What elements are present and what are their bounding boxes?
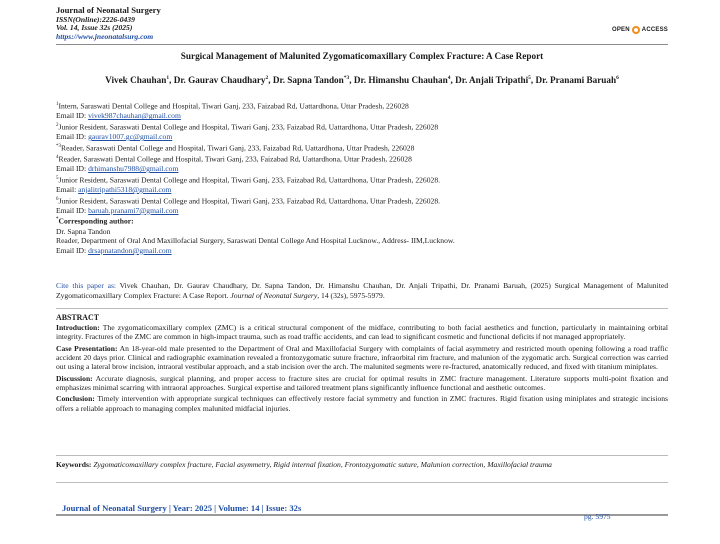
keywords-divider-bottom xyxy=(56,482,668,483)
affiliation-email-line xyxy=(56,164,668,174)
email-link[interactable]: drhimanshu7988@gmail.com xyxy=(88,164,179,174)
journal-volume: Vol. 14, Issue 32s (2025) xyxy=(56,23,133,33)
citation-block xyxy=(56,281,668,300)
open-access-lock-icon xyxy=(632,26,640,34)
abstract-section-text: Timely intervention with appropriate surgical techniques can effectively restore facial symmetry and function in ZMC fractures. Rigid fixation using miniplates and strategic incisions offers a reliable approach to managing complex malunited midfacial injuries. xyxy=(56,394,668,413)
affiliations-block xyxy=(56,100,668,256)
abstract-heading: ABSTRACT xyxy=(56,313,99,322)
author-sup: 1 xyxy=(166,75,170,81)
page-number: pg. 5975 xyxy=(584,512,611,521)
author-sup: 4 xyxy=(447,75,451,81)
abstract-section-label: Introduction: xyxy=(56,322,100,332)
affiliation xyxy=(56,100,668,111)
author-name: Dr. Anjali Tripathi xyxy=(455,75,529,86)
citation-tail: , 14 (32s), 5975-5979. xyxy=(317,290,385,300)
keywords-label: Keywords: xyxy=(56,460,92,469)
author-name: Dr. Gaurav Chaudhary xyxy=(173,75,266,86)
affiliation-text: Reader, Saraswati Dental College and Hospital, Tiwari Ganj, 233, Faizabad Rd, Uattardhona, Uttar Pradesh, 226028 xyxy=(61,143,415,153)
email-label: Email ID: xyxy=(56,132,89,142)
abstract-section xyxy=(56,344,668,372)
author-name: Dr. Pranami Baruah xyxy=(535,75,617,86)
email-label: Email ID: xyxy=(56,205,89,215)
author xyxy=(273,75,354,85)
abstract-section-text: An 18-year-old male presented to the Department of Oral and Maxillofacial Surgery with complaints of facial asymmetry and restricted mouth opening following a road traffic accident 20 days prior. Clinical and radiographic examination revealed a frontozygomatic suture fracture, infraorbital rim fracture, and malunion of the zygomatic arch. Surgical correction was carried out using a lateral brow incision, intraoral vestibular approach, and a stab incision over the arch. The malunited segments were re-fractured, anatomically reduced, and fixed with titanium miniplates. xyxy=(56,343,668,372)
corresponding-email-link[interactable]: drsapnatandon@gmail.com xyxy=(88,245,172,255)
author-sup: 6 xyxy=(616,75,619,81)
email-label: Email ID: xyxy=(56,111,89,121)
affiliation-sup: 5 xyxy=(56,175,59,181)
journal-url-link[interactable]: https://www.jneonatalsurg.com xyxy=(56,31,154,41)
abstract-section xyxy=(56,323,668,342)
corresponding-author-position: Reader, Department of Oral And Maxillofacial Surgery, Saraswati Dental College And Hospital Lucknow., Address- IIM,Lucknow. xyxy=(56,236,455,246)
author-sup: *3 xyxy=(343,75,350,81)
author xyxy=(354,75,455,85)
abstract-section xyxy=(56,374,668,393)
email-label: Email ID: xyxy=(56,245,89,255)
author-separator: , xyxy=(349,75,354,86)
author-separator: , xyxy=(169,75,174,86)
corresponding-sup: * xyxy=(56,217,59,223)
author xyxy=(455,75,535,85)
author-sup: 2 xyxy=(265,75,269,81)
affiliation-sup: 1 xyxy=(56,102,59,107)
paper-title: Surgical Management of Malunited Zygomaticomaxillary Complex Fracture: A Case Report xyxy=(180,51,544,61)
email-link[interactable]: gaurav1007.gc@gmail.com xyxy=(88,132,173,142)
citation-journal: Journal of Neonatal Surgery xyxy=(230,290,318,300)
page-footer xyxy=(56,500,668,516)
affiliation-sup: 6 xyxy=(56,196,59,202)
journal-header xyxy=(56,6,668,42)
email-link[interactable]: vivek987chauhan@gmail.com xyxy=(88,111,181,121)
author xyxy=(174,75,273,85)
affiliation-email-line xyxy=(56,132,668,142)
author xyxy=(536,75,619,85)
keywords-text: Zygomaticomaxillary complex fracture, Facial asymmetry, Rigid internal fixation, Frontozygomatic suture, Malunion correction, Maxillofacial trauma xyxy=(91,460,552,469)
corresponding-author-heading xyxy=(56,215,668,226)
affiliation-sup: 2 xyxy=(56,122,59,128)
affiliation xyxy=(56,195,668,206)
keywords-block xyxy=(56,460,668,470)
affiliation-text: Junior Resident, Saraswati Dental College and Hospital, Tiwari Ganj, 233, Faizabad Rd, Uattardhona, Uttar Pradesh, 226028. xyxy=(58,196,441,206)
affiliation-email-line xyxy=(56,111,668,121)
author-name: Dr. Himanshu Chauhan xyxy=(353,75,448,86)
abstract-section-text: The zygomaticomaxillary complex (ZMC) is a critical structural component of the midface, contributing to both facial aesthetics and function, particularly in maintaining orbital integrity. Fractures of the ZMC are common in high-impact trauma, such as road traffic accidents, and can lead to significant cosmetic and functional deficits if not managed appropriately. xyxy=(56,322,668,342)
author-separator: , xyxy=(450,75,456,86)
citation-divider xyxy=(56,308,668,309)
affiliation xyxy=(56,174,668,185)
journal-issn: ISSN(Online):2226-0439 xyxy=(56,14,135,24)
header-divider xyxy=(56,44,668,45)
abstract-section-label: Case Presentation: xyxy=(56,343,118,353)
abstract-section-label: Conclusion: xyxy=(56,394,95,404)
affiliation-text: Junior Resident, Saraswati Dental College and Hospital, Tiwari Ganj, 233, Faizabad Rd, Uattardhona, Uttar Pradesh, 226028. xyxy=(58,175,441,185)
affiliation-email-line xyxy=(56,206,668,216)
open-access-label-access: ACCESS xyxy=(641,27,668,33)
author-sup: 5 xyxy=(528,75,531,81)
abstract-section xyxy=(56,394,668,413)
email-label: Email: xyxy=(56,184,79,194)
affiliation-sup: 4 xyxy=(56,154,59,160)
author-name: Vivek Chauhan xyxy=(105,75,167,86)
affiliation xyxy=(56,142,668,153)
abstract-section-text: Accurate diagnosis, surgical planning, and proper access to fracture sites are crucial for optimal results in ZMC fracture management. Literature supports multi-point fixation and emphasizes minimal scarring with intraoral approaches. Surgical expertise and tailored treatment plans significantly influence functional and aesthetic outcomes. xyxy=(56,373,668,393)
affiliation xyxy=(56,121,668,132)
author-list xyxy=(70,72,654,87)
open-access-badge xyxy=(612,26,668,34)
citation-text: Vivek Chauhan, Dr. Gaurav Chaudhary, Dr. Sapna Tandon, Dr. Himanshu Chauhan, Dr. Anjali Tripathi, Dr. Pranami Baruah, (2025) Surgical Management of Malunited Zygomaticomaxillary Complex Fracture: A Case Report. xyxy=(56,281,668,300)
affiliation-text: Reader, Saraswati Dental College and Hospital, Tiwari Ganj, 233, Faizabad Rd, Uattardhona, Uttar Pradesh, 226028 xyxy=(58,154,412,164)
citation-label: Cite this paper as: xyxy=(56,281,117,290)
keywords-divider-top xyxy=(56,455,668,456)
abstract-section-label: Discussion: xyxy=(56,373,93,383)
journal-name: Journal of Neonatal Surgery xyxy=(56,5,161,15)
abstract-block xyxy=(56,313,668,415)
corresponding-author-name: Dr. Sapna Tandon xyxy=(56,226,111,236)
author-separator: , xyxy=(530,75,536,86)
author xyxy=(105,75,174,85)
author-separator: , xyxy=(268,75,273,86)
affiliation-text: Intern, Saraswati Dental College and Hospital, Tiwari Ganj, 233, Faizabad Rd, Uattardhona, Uttar Pradesh, 226028 xyxy=(58,101,409,111)
affiliation xyxy=(56,153,668,164)
email-label: Email ID: xyxy=(56,164,89,174)
affiliation-email-line xyxy=(56,185,668,195)
affiliation-text: Junior Resident, Saraswati Dental College and Hospital, Tiwari Ganj, 233, Faizabad Rd, Uattardhona, Uttar Pradesh, 226028 xyxy=(58,122,439,132)
open-access-label-open: OPEN xyxy=(611,27,630,33)
affiliation-sup: *3 xyxy=(56,143,61,149)
author-name: Dr. Sapna Tandon xyxy=(272,75,344,86)
footer-journal-info: Journal of Neonatal Surgery | Year: 2025 | Volume: 14 | Issue: 32s xyxy=(62,503,302,513)
email-link[interactable]: baruah.pranami7@gmail.com xyxy=(88,205,179,215)
corresponding-heading-text: Corresponding author: xyxy=(58,216,134,226)
corresponding-email-line xyxy=(56,246,668,256)
email-link[interactable]: anjalitripathi5318@gmail.com xyxy=(78,184,172,194)
